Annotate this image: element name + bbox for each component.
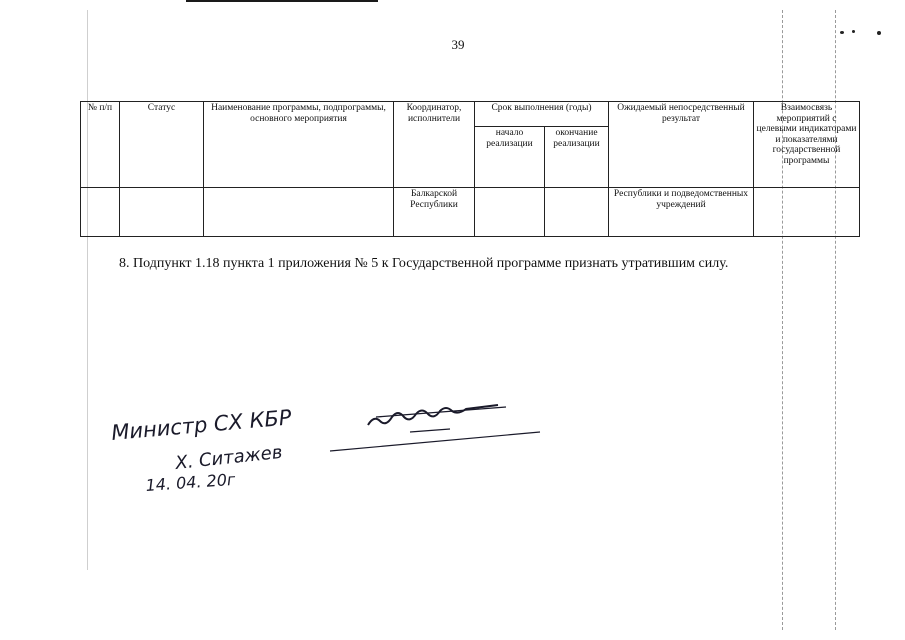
header-term-start: начало реализации <box>475 127 545 188</box>
header-term: Срок выполнения (годы) <box>475 102 609 127</box>
header-coordinator: Координатор, исполнители <box>394 102 475 188</box>
header-term-end: окончание реализации <box>545 127 609 188</box>
autograph-stroke <box>376 407 506 417</box>
header-num: № п/п <box>81 102 120 188</box>
header-program: Наименование программы, подпрограммы, основного мероприятия <box>204 102 394 188</box>
autograph-dash <box>410 429 450 432</box>
cell-coordinator: Балкарской Республики <box>394 188 475 237</box>
signature-underline <box>330 432 540 451</box>
paragraph-8: 8. Подпункт 1.18 пункта 1 приложения № 5 к Государственной программе признать утратившим силу. <box>119 256 729 271</box>
cell-result: Республики и подведомственных учреждений <box>609 188 754 237</box>
header-status: Статус <box>120 102 204 188</box>
header-link: Взаимосвязь мероприятий с целевыми индикаторами и показателями государственной программы <box>754 102 860 188</box>
header-result: Ожидаемый непосредственный результат <box>609 102 754 188</box>
signature-line2: Х. Ситажев <box>174 441 284 474</box>
signature-date: 14. 04. 20г <box>144 469 236 495</box>
signature-line1: Министр СХ КБР <box>110 405 293 445</box>
page-number: 39 <box>451 37 465 52</box>
autograph-scribble <box>368 405 498 425</box>
